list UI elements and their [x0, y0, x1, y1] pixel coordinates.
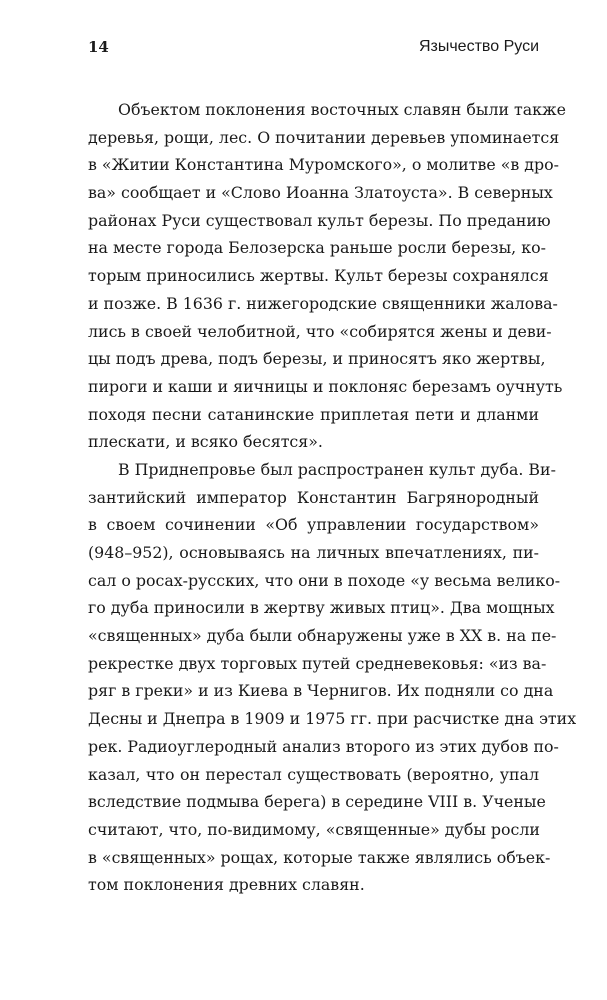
text-line: том поклонения древних славян.	[88, 875, 365, 895]
text-line: го дуба приносили в жертву живых птиц». Два мощных	[88, 598, 555, 618]
text-line: (948–952), основываясь на личных впечатлениях, пи-	[88, 543, 539, 562]
paragraph-2	[88, 456, 577, 899]
text-line: торым приносились жертвы. Культ березы сохранялся	[88, 266, 549, 286]
paragraph-1	[88, 96, 566, 456]
text-line: вследствие подмыва берега) в середине VIII в. Ученые	[88, 792, 546, 812]
text-line: районах Руси существовал культ березы. По преданию	[88, 210, 551, 230]
page-number: 14	[88, 38, 109, 56]
text-line: плескати, и всяко бесятся».	[88, 432, 323, 452]
text-line: Десны и Днепра в 1909 и 1975 гг. при расчистке дна этих	[88, 709, 577, 729]
text-line: лись в своей челобитной, что «собирятся жены и деви-	[88, 321, 552, 341]
text-line: пироги и каши и яичницы и поклоняс березамъ оучнуть	[88, 376, 563, 396]
text-line: Объектом поклонения восточных славян были также	[118, 100, 566, 119]
body-text	[88, 96, 577, 899]
text-line: в своем сочинении «Об управлении государством»	[88, 515, 539, 535]
text-line: сал о росах-русских, что они в походе «у весьма велико-	[88, 570, 561, 590]
text-line: рекрестке двух торговых путей средневековья: «из ва-	[88, 653, 547, 673]
text-line: ва» сообщает и «Слово Иоанна Златоуста». В северных	[88, 183, 553, 203]
text-line: ряг в греки» и из Киева в Чернигов. Их подняли со дна	[88, 681, 554, 701]
text-line: цы подъ древа, подъ березы, и приносятъ яко жертвы,	[88, 349, 546, 369]
text-line: на месте города Белозерска раньше росли березы, ко-	[88, 238, 546, 258]
running-title: Язычество Руси	[418, 38, 539, 55]
text-line: в «Житии Константина Муромского», о молитве «в дро-	[88, 155, 559, 175]
text-line: зантийский император Константин Багрянородный	[88, 487, 539, 507]
text-line: казал, что он перестал существовать (вероятно, упал	[88, 764, 539, 784]
text-line: рек. Радиоуглеродный анализ второго из этих дубов по-	[88, 736, 559, 756]
page-header	[88, 38, 539, 62]
text-line: «священных» дуба были обнаружены уже в XX в. на пе-	[88, 626, 557, 646]
text-line: и позже. В 1636 г. нижегородские священники жалова-	[88, 293, 558, 313]
text-line: считают, что, по-видимому, «священные» дубы росли	[88, 819, 540, 839]
text-line: походя песни сатанинские приплетая пети и дланми	[88, 404, 539, 424]
text-line: В Приднепровье был распространен культ дуба. Ви-	[118, 459, 556, 479]
text-line: деревья, рощи, лес. О почитании деревьев упоминается	[88, 127, 560, 147]
text-line: в «священных» рощах, которые также являлись объек-	[88, 847, 551, 867]
